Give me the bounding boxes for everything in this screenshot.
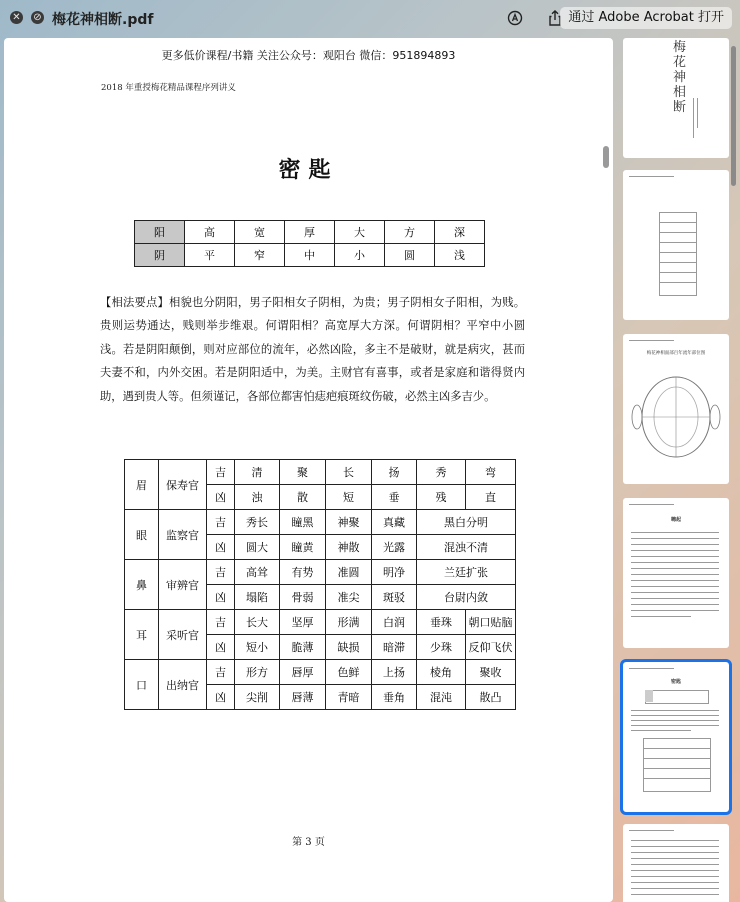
table-cell: 高耸 xyxy=(235,560,280,585)
table-cell: 缺损 xyxy=(326,635,372,660)
thumbnail-page-2[interactable] xyxy=(623,170,729,320)
series-title: 2018 年重授梅花精品课程序列讲义 xyxy=(101,83,236,93)
table-cell: 浊 xyxy=(235,485,280,510)
thumbnail-title: 密匙 xyxy=(670,679,681,685)
table-cell: 塌陷 xyxy=(235,585,280,610)
table-cell: 明净 xyxy=(372,560,417,585)
table-cell: 朝口贴脑 xyxy=(466,610,516,635)
table-cell: 尖削 xyxy=(235,685,280,710)
table-cell: 斑驳 xyxy=(372,585,417,610)
thumbnail-page-1[interactable] xyxy=(623,38,729,158)
table-cell: 混沌 xyxy=(417,685,466,710)
thumbnail-title: 梅花神相面部百年流年部位图 xyxy=(646,351,706,356)
table-row xyxy=(135,244,485,267)
table-cell: 兰廷扩张 xyxy=(417,560,516,585)
table-cell: 瞳黑 xyxy=(280,510,326,535)
table-cell: 色鲜 xyxy=(326,660,372,685)
window-title: 梅花神相断.pdf xyxy=(52,12,154,28)
thumbnail-page-3[interactable] xyxy=(623,334,729,484)
table-row xyxy=(125,460,516,485)
table-cell: 散凸 xyxy=(466,685,516,710)
table-cell: 残 xyxy=(417,485,466,510)
face-map-icon xyxy=(623,362,729,472)
body-paragraph: 【相法要点】相貌也分阴阳，男子阳相女子阴相，为贵；男子阴相女子阳相，为贱。贵则运势通达，贱则举步维艰。何谓阳相？高宽厚大方深。何谓阴相？平窄中小圆浅。若是阴阳颠倒，则对应部位的流年，必然凶险，多主不是破财，就是病灾，甚而夫妻不和，内外交困。若是阴阳适中，为美。主财官有喜事，或者是家庭和谐得贤内助，遇到贵人等。但须谨记，各部位都害怕痣疤痕斑纹伤破，必然主凶多吉少。 xyxy=(100,296,525,403)
thumbnail-table xyxy=(643,738,711,792)
thumbnail-sidebar[interactable] xyxy=(618,38,740,902)
table-cell: 方 xyxy=(385,221,435,244)
stop-icon[interactable]: ⊘ xyxy=(31,11,44,24)
features-table xyxy=(124,459,516,710)
close-button[interactable]: ✕ xyxy=(10,11,23,24)
table-cell: 光露 xyxy=(372,535,417,560)
table-row xyxy=(125,560,516,585)
table-cell: 凶 xyxy=(207,485,235,510)
table-cell: 脆薄 xyxy=(280,635,326,660)
pdf-page[interactable] xyxy=(4,38,613,902)
thumbnail-title: 梅花神相断 xyxy=(673,40,687,115)
table-cell: 棱角 xyxy=(417,660,466,685)
title-bar xyxy=(0,0,740,36)
table-cell: 小 xyxy=(335,244,385,267)
table-cell: 阴 xyxy=(135,244,185,267)
table-cell: 暗滞 xyxy=(372,635,417,660)
table-cell: 阳 xyxy=(135,221,185,244)
table-cell: 监察官 xyxy=(159,510,207,560)
table-row xyxy=(125,660,516,685)
table-cell: 形方 xyxy=(235,660,280,685)
table-cell: 耳 xyxy=(125,610,159,660)
table-cell: 坚厚 xyxy=(280,610,326,635)
table-cell: 凶 xyxy=(207,635,235,660)
table-cell: 短小 xyxy=(235,635,280,660)
table-cell: 凶 xyxy=(207,535,235,560)
table-cell: 真藏 xyxy=(372,510,417,535)
table-cell: 平 xyxy=(185,244,235,267)
table-cell: 吉 xyxy=(207,460,235,485)
table-cell: 神聚 xyxy=(326,510,372,535)
table-cell: 黑白分明 xyxy=(417,510,516,535)
page-top-note: 更多低价课程/书籍 关注公众号：观阳台 微信：951894893 xyxy=(161,49,456,62)
thumbnail-page-5-selected[interactable] xyxy=(623,662,729,812)
table-cell: 浅 xyxy=(435,244,485,267)
thumbnail-table xyxy=(659,212,697,296)
table-cell: 采听官 xyxy=(159,610,207,660)
thumbnail-table-shade xyxy=(645,690,653,702)
table-cell: 短 xyxy=(326,485,372,510)
table-row xyxy=(135,221,485,244)
table-cell: 青暗 xyxy=(326,685,372,710)
table-cell: 准圆 xyxy=(326,560,372,585)
table-cell: 保寿官 xyxy=(159,460,207,510)
table-cell: 审辨官 xyxy=(159,560,207,610)
table-cell: 骨弱 xyxy=(280,585,326,610)
table-cell: 窄 xyxy=(235,244,285,267)
table-cell: 吉 xyxy=(207,610,235,635)
table-cell: 长大 xyxy=(235,610,280,635)
table-cell: 扬 xyxy=(372,460,417,485)
table-cell: 中 xyxy=(285,244,335,267)
table-cell: 形满 xyxy=(326,610,372,635)
thumbnail-title: 嗨起 xyxy=(670,517,681,523)
table-cell: 清 xyxy=(235,460,280,485)
yin-yang-table xyxy=(134,220,485,267)
table-cell: 长 xyxy=(326,460,372,485)
table-cell: 出纳官 xyxy=(159,660,207,710)
table-cell: 厚 xyxy=(285,221,335,244)
table-cell: 秀长 xyxy=(235,510,280,535)
table-cell: 唇薄 xyxy=(280,685,326,710)
table-cell: 圆大 xyxy=(235,535,280,560)
table-cell: 台尉内敛 xyxy=(417,585,516,610)
thumbnail-page-6[interactable] xyxy=(623,824,729,902)
table-cell: 聚 xyxy=(280,460,326,485)
table-row xyxy=(125,510,516,535)
table-cell: 垂角 xyxy=(372,685,417,710)
table-cell: 准尖 xyxy=(326,585,372,610)
table-cell: 上扬 xyxy=(372,660,417,685)
table-cell: 有势 xyxy=(280,560,326,585)
thumbnail-scrollbar[interactable] xyxy=(731,46,736,186)
table-cell: 聚收 xyxy=(466,660,516,685)
table-cell: 弯 xyxy=(466,460,516,485)
table-cell: 鼻 xyxy=(125,560,159,610)
table-cell: 大 xyxy=(335,221,385,244)
table-cell: 吉 xyxy=(207,560,235,585)
table-cell: 秀 xyxy=(417,460,466,485)
table-cell: 混浊不清 xyxy=(417,535,516,560)
table-cell: 少珠 xyxy=(417,635,466,660)
table-cell: 凶 xyxy=(207,685,235,710)
page-number: 第 3 页 xyxy=(292,837,325,848)
table-cell: 白润 xyxy=(372,610,417,635)
table-cell: 凶 xyxy=(207,585,235,610)
table-cell: 深 xyxy=(435,221,485,244)
table-cell: 吉 xyxy=(207,660,235,685)
table-cell: 瞳黄 xyxy=(280,535,326,560)
table-cell: 眼 xyxy=(125,510,159,560)
table-cell: 吉 xyxy=(207,510,235,535)
table-row xyxy=(125,610,516,635)
markup-icon[interactable] xyxy=(505,8,525,28)
table-cell: 口 xyxy=(125,660,159,710)
table-cell: 高 xyxy=(185,221,235,244)
table-cell: 直 xyxy=(466,485,516,510)
table-cell: 圆 xyxy=(385,244,435,267)
table-cell: 宽 xyxy=(235,221,285,244)
page-heading: 密匙 xyxy=(278,157,339,183)
table-cell: 散 xyxy=(280,485,326,510)
thumbnail-page-4[interactable] xyxy=(623,498,729,648)
open-in-acrobat-button[interactable]: 通过 Adobe Acrobat 打开 xyxy=(560,7,732,29)
page-scrollbar[interactable] xyxy=(603,146,609,168)
table-cell: 反仰飞伏 xyxy=(466,635,516,660)
table-cell: 垂珠 xyxy=(417,610,466,635)
table-cell: 眉 xyxy=(125,460,159,510)
table-cell: 垂 xyxy=(372,485,417,510)
table-cell: 唇厚 xyxy=(280,660,326,685)
thumbnail-table xyxy=(645,690,709,704)
table-cell: 神散 xyxy=(326,535,372,560)
